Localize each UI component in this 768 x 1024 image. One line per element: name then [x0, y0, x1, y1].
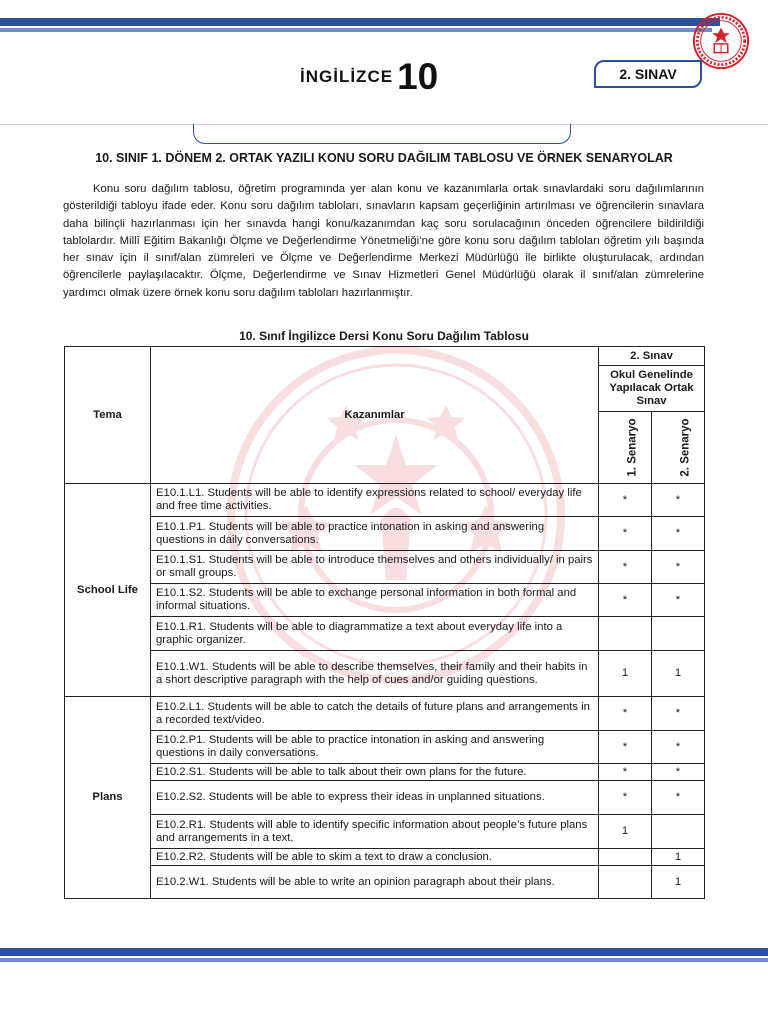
scenario-1-cell: 1	[599, 815, 652, 849]
scenario-2-cell: 1	[652, 849, 705, 866]
scenario-2-cell: *	[652, 764, 705, 781]
table-row	[65, 551, 705, 584]
document-title: 10. SINIF 1. DÖNEM 2. ORTAK YAZILI KONU SORU DAĞILIM TABLOSU VE ÖRNEK SENARYOLAR	[95, 151, 673, 165]
kazanim-cell: E10.2.L1. Students will be able to catch the details of future plans and arrangements in a recorded text/video.	[151, 697, 599, 731]
table-row	[65, 731, 705, 764]
scenario-1-cell: *	[599, 584, 652, 617]
scenario-1-cell: *	[599, 697, 652, 731]
scenario-1-label: 1. Senaryo	[626, 418, 639, 477]
subject-heading	[300, 58, 438, 95]
scenario-2-cell: *	[652, 731, 705, 764]
kazanim-cell: E10.1.S1. Students will be able to introduce themselves and others individually/ in pairs or small groups.	[151, 551, 599, 584]
kazanim-cell: E10.1.L1. Students will be able to identify expressions related to school/ everyday life and free time activities.	[151, 484, 599, 517]
kazanimlar-header: Kazanımlar	[151, 347, 599, 484]
table-row	[65, 781, 705, 815]
scenario-1-cell: *	[599, 484, 652, 517]
table-row	[65, 484, 705, 517]
table-row	[65, 849, 705, 866]
table-row	[65, 617, 705, 651]
scenario-1-cell	[599, 617, 652, 651]
scenario-1-cell: *	[599, 731, 652, 764]
scenario-2-header	[652, 412, 705, 484]
kazanim-cell: E10.2.W1. Students will be able to write an opinion paragraph about their plans.	[151, 866, 599, 899]
scenario-2-cell: *	[652, 781, 705, 815]
scenario-1-cell: *	[599, 781, 652, 815]
scenario-2-cell	[652, 815, 705, 849]
table-row	[65, 697, 705, 731]
scenario-2-cell: *	[652, 697, 705, 731]
kazanim-cell: E10.1.W1. Students will be able to describe themselves, their family and their habits in a short descriptive paragraph with the help of cues and/or guiding questions.	[151, 651, 599, 697]
scenario-2-cell: *	[652, 584, 705, 617]
tema-header: Tema	[65, 347, 151, 484]
tema-cell: School Life	[65, 484, 151, 697]
bottom-stripe	[0, 948, 768, 956]
kazanim-cell: E10.2.R2. Students will be able to skim a text to draw a conclusion.	[151, 849, 599, 866]
subject-name: İNGİLİZCE	[300, 66, 394, 86]
table-row	[65, 584, 705, 617]
bottom-stripe-light	[0, 958, 768, 962]
top-stripe	[0, 18, 720, 26]
scenario-2-cell: *	[652, 484, 705, 517]
header-bracket	[193, 124, 571, 144]
kazanim-cell: E10.1.P1. Students will be able to practice intonation in asking and answering questions in daily conversations.	[151, 517, 599, 551]
scenario-1-cell: *	[599, 764, 652, 781]
scenario-2-cell	[652, 617, 705, 651]
kazanim-cell: E10.2.S1. Students will be able to talk about their own plans for the future.	[151, 764, 599, 781]
scenario-1-cell: *	[599, 551, 652, 584]
scenario-2-cell: *	[652, 517, 705, 551]
scenario-2-cell: 1	[652, 866, 705, 899]
top-stripe-light	[0, 28, 712, 32]
exam-type-header: Okul Genelinde Yapılacak Ortak Sınav	[599, 366, 705, 412]
scenario-1-cell: *	[599, 517, 652, 551]
kazanim-cell: E10.2.R1. Students will able to identify specific information about people’s future plans and arrangements in a text.	[151, 815, 599, 849]
scenario-1-cell: 1	[599, 651, 652, 697]
exam-header: 2. Sınav	[599, 347, 705, 366]
kazanim-cell: E10.2.S2. Students will be able to express their ideas in unplanned situations.	[151, 781, 599, 815]
exam-tab: 2. SINAV	[594, 60, 702, 88]
table-row	[65, 651, 705, 697]
scenario-1-header	[599, 412, 652, 484]
table-row	[65, 764, 705, 781]
kazanim-cell: E10.1.S2. Students will be able to exchange personal information in both formal and informal situations.	[151, 584, 599, 617]
grade-number: 10	[397, 56, 439, 97]
kazanim-cell: E10.2.P1. Students will be able to practice intonation in asking and answering questions in daily conversations.	[151, 731, 599, 764]
kazanim-cell: E10.1.R1. Students will be able to diagrammatize a text about everyday life into a graphic organizer.	[151, 617, 599, 651]
scenario-2-label: 2. Senaryo	[679, 418, 692, 477]
table-row	[65, 866, 705, 899]
distribution-table	[64, 346, 705, 899]
scenario-1-cell	[599, 866, 652, 899]
intro-paragraph: Konu soru dağılım tablosu, öğretim programında yer alan konu ve kazanımlarla ortak sınavlardaki soru dağılımlarının gösterildiği tabloyu ifade eder. Konu soru dağılım tabloları, sınavların kapsam geçerliğinin artırılması ve öğrencilerin sınavlara daha bilinçli hazırlanması için her sınavda hangi konu/kazanımdan kaç soru sorulacağının önceden öğrencilere bildirildiği tablolardır. Millî Eğitim Bakanlığı Ölçme ve Değerlendirme Yönetmeliği’ne göre konu soru dağılım tabloları öğretim yılı başında her sınav için il sınıf/alan zümreleri ve Ölçme ve Değerlendirme Merkezi Müdürlüğü ile birlikte oluşturulacak, ardından öğrencilerle paylaşılacaktır. Ölçme, Değerlendirme ve Sınav Hizmetleri Genel Müdürlüğü olarak il sınıf/alan zümrelerine yardımcı olmak üzere örnek konu soru dağılım tabloları hazırlanmıştır.	[63, 183, 704, 299]
tema-cell: Plans	[65, 697, 151, 899]
scenario-2-cell: 1	[652, 651, 705, 697]
scenario-2-cell: *	[652, 551, 705, 584]
scenario-1-cell	[599, 849, 652, 866]
table-row	[65, 517, 705, 551]
table-row	[65, 815, 705, 849]
table-caption: 10. Sınıf İngilizce Dersi Konu Soru Dağılım Tablosu	[239, 329, 529, 343]
